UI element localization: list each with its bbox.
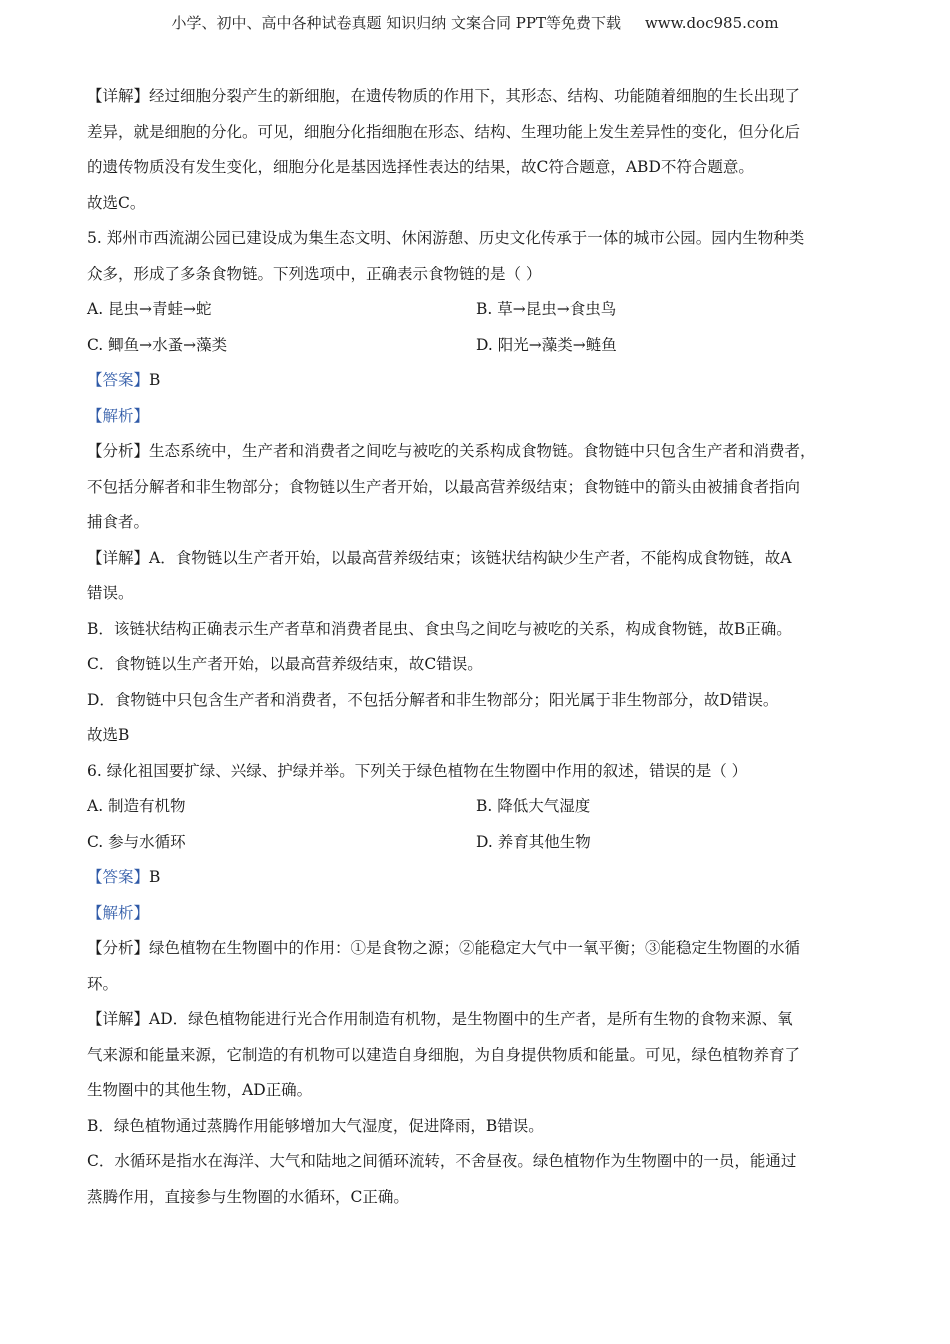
- q5-option-d: D. 阳光→藻类→鲢鱼: [476, 335, 617, 354]
- q5-analysis-line: 不包括分解者和非生物部分；食物链以生产者开始，以最高营养级结束；食物链中的箭头由被捕食者指向: [87, 477, 801, 496]
- q6-detail-line: 气来源和能量来源，它制造的有机物可以建造自身细胞，为自身提供物质和能量。可见，绿色植物养育了: [87, 1045, 801, 1064]
- q5-analysis-tag: 【解析】: [87, 406, 150, 425]
- prev-detail-line: 的遗传物质没有发生变化，细胞分化是基因选择性表达的结果，故C符合题意，ABD不符合题意。: [87, 158, 754, 176]
- prev-detail-line: 【详解】经过细胞分裂产生的新细胞，在遗传物质的作用下，其形态、结构、功能随着细胞的生长出现了: [87, 87, 801, 105]
- q6-answer-tag: 【答案】: [87, 868, 150, 886]
- q5-option-c: C. 鲫鱼→水蚤→藻类: [87, 335, 228, 354]
- q6-analysis-tag: 【解析】: [87, 903, 150, 922]
- page-header: [0, 12, 950, 33]
- q5-answer-tag: 【答案】: [87, 371, 150, 389]
- q6-answer: [87, 867, 877, 887]
- q6-detail-line: C．水循环是指水在海洋、大气和陆地之间循环流转，不舍昼夜。绿色植物作为生物圈中的一员，能通过: [87, 1152, 797, 1170]
- q5-detail-line: B．该链状结构正确表示生产者草和消费者昆虫、食虫鸟之间吃与被吃的关系，构成食物链，故B正确。: [87, 619, 792, 638]
- q5-options-row: [87, 335, 877, 355]
- q5-answer-value: B: [149, 371, 161, 389]
- q5-conclusion: 故选B: [87, 726, 130, 744]
- q5-answer: [87, 370, 877, 390]
- q5-detail-line: C．食物链以生产者开始，以最高营养级结束，故C错误。: [87, 655, 483, 673]
- header-tagline: 小学、初中、高中各种试卷真题 知识归纳 文案合同 PPT等免费下载: [171, 14, 621, 32]
- q6-options-row: [87, 796, 877, 816]
- q6-analysis-line: 【分析】绿色植物在生物圈中的作用：①是食物之源；②能稳定大气中一氧平衡；③能稳定生物圈的水循: [87, 939, 801, 957]
- q6-detail-line: 【详解】AD．绿色植物能进行光合作用制造有机物，是生物圈中的生产者，是所有生物的食物来源、氧: [87, 1010, 793, 1028]
- q6-detail-line: 蒸腾作用，直接参与生物圈的水循环，C正确。: [87, 1187, 409, 1206]
- q6-option-c: C. 参与水循环: [87, 832, 186, 851]
- prev-conclusion: 故选C。: [87, 193, 146, 212]
- q6-answer-value: B: [149, 868, 161, 886]
- q5-stem-line: 众多，形成了多条食物链。下列选项中，正确表示食物链的是（ ）: [87, 264, 542, 283]
- q5-detail-line: D．食物链中只包含生产者和消费者，不包括分解者和非生物部分；阳光属于非生物部分，故D错误。: [87, 690, 779, 709]
- q5-options-row: [87, 299, 877, 319]
- q5-analysis-line: 【分析】生态系统中，生产者和消费者之间吃与被吃的关系构成食物链。食物链中只包含生产者和消费者，: [87, 442, 816, 460]
- prev-detail-line: 差异，就是细胞的分化。可见，细胞分化指细胞在形态、结构、生理功能上发生差异性的变化，但分化后: [87, 122, 801, 141]
- q6-analysis-line: 环。: [87, 974, 119, 993]
- q6-stem: 6. 绿化祖国要扩绿、兴绿、护绿并举。下列关于绿色植物在生物圈中作用的叙述，错误的是（ ）: [87, 761, 748, 780]
- q5-analysis-line: 捕食者。: [87, 513, 150, 531]
- q6-options-row: [87, 832, 877, 852]
- q6-detail-line: 生物圈中的其他生物，AD正确。: [87, 1081, 313, 1099]
- q5-detail-line: 错误。: [87, 584, 134, 602]
- q5-detail-line: 【详解】A．食物链以生产者开始，以最高营养级结束；该链状结构缺少生产者，不能构成食物链，故A: [87, 548, 792, 567]
- q5-option-a: A. 昆虫→青蛙→蛇: [87, 300, 212, 318]
- q6-option-b: B. 降低大气湿度: [476, 797, 591, 815]
- document-body: [87, 86, 877, 1222]
- q5-stem-line: 5. 郑州市西流湖公园已建设成为集生态文明、休闲游憩、历史文化传承于一体的城市公园。园内生物种类: [87, 229, 805, 247]
- q5-option-b: B. 草→昆虫→食虫鸟: [476, 300, 617, 318]
- q6-option-a: A. 制造有机物: [87, 797, 186, 815]
- q6-detail-line: B．绿色植物通过蒸腾作用能够增加大气湿度，促进降雨，B错误。: [87, 1116, 544, 1135]
- q6-option-d: D. 养育其他生物: [476, 832, 591, 851]
- header-url[interactable]: www.doc985.com: [644, 14, 779, 32]
